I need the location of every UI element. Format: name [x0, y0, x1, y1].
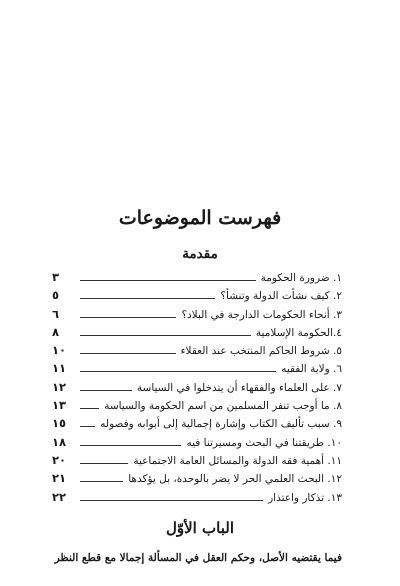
toc-entry-page-number: ٥: [52, 288, 60, 303]
toc-entry-label: ٢. كيف نشأت الدولة وتنشأ؟: [220, 290, 342, 303]
chapter-subtitle: فيما يقتضيه الأصل، وحكم العقل في المسألة إجمالا مع قطع النظر: [54, 552, 342, 564]
toc-entry: [52, 270, 342, 288]
section-title: مقدمة: [182, 246, 218, 262]
toc-entry-label: ٨. ما أوجب تنفر المسلمين من اسم الحكومة والسياسة: [104, 400, 342, 413]
toc-entry-page-number: ٨: [52, 324, 60, 339]
toc-entry: [52, 380, 342, 398]
toc-entry: [52, 343, 342, 361]
toc-entry: [52, 288, 342, 306]
dotted-leader: [80, 500, 263, 501]
dotted-leader: [80, 481, 123, 482]
toc-entry-page-number: ١١: [52, 361, 67, 376]
toc-entry: [52, 361, 342, 379]
dotted-leader: [80, 335, 251, 336]
toc-entry-label: ١١. أهمية فقه الدولة والمسائل العامة الاجتماعية: [133, 454, 342, 467]
toc-entry: [52, 307, 342, 325]
dotted-leader: [80, 317, 176, 318]
toc-entry-label: ١٣. تذكار واعتذار: [268, 491, 342, 504]
dotted-leader: [80, 353, 176, 354]
dotted-leader: [80, 426, 95, 427]
dotted-leader: [80, 445, 181, 446]
toc-entry-page-number: ٢١: [52, 471, 67, 486]
toc-title: فهرست الموضوعات: [118, 207, 282, 229]
toc-entry: [52, 453, 342, 471]
toc-list: [52, 270, 342, 508]
toc-entry-label: ٣. أنحاء الحكومات الدارجة في البلاد؟: [181, 308, 342, 321]
chapter-title: الباب الأوّل: [165, 519, 235, 537]
toc-entry-label: ٧. على العلماء والفقهاء أن يتدخلوا في السياسة: [136, 381, 342, 394]
toc-entry-page-number: ١٢: [52, 379, 67, 394]
toc-entry: [52, 416, 342, 434]
toc-entry-page-number: ١٥: [52, 416, 67, 431]
toc-entry: [52, 471, 342, 489]
dotted-leader: [80, 390, 132, 391]
dotted-leader: [80, 463, 128, 464]
toc-entry: [52, 435, 342, 453]
dotted-leader: [80, 371, 276, 372]
toc-entry: [52, 398, 342, 416]
toc-entry-label: ١٠. طريقتنا في البحث ومسيرتنا فيه: [186, 436, 342, 449]
toc-entry-page-number: ١٨: [52, 434, 67, 449]
toc-entry: [52, 325, 342, 343]
toc-entry-label: ١٢. البحث العلمي الحر لا يضر بالوحدة، بل يؤكدها: [128, 473, 342, 486]
toc-entry-page-number: ١٣: [52, 398, 67, 413]
toc-entry-label: ٦. ولاية الفقيه: [281, 363, 342, 376]
dotted-leader: [80, 280, 256, 281]
toc-entry: [52, 490, 342, 508]
toc-entry-page-number: ٢٠: [52, 452, 67, 467]
dotted-leader: [80, 298, 215, 299]
toc-entry-page-number: ٢٢: [52, 489, 67, 504]
toc-entry-page-number: ١٠: [52, 343, 67, 358]
toc-entry-label: ٤.الحكومة الإسلامية: [255, 326, 342, 339]
toc-entry-label: ١. ضرورة الحكومة: [260, 272, 342, 284]
toc-entry-page-number: ٣: [52, 270, 60, 284]
toc-entry-label: ٩. سبب تأليف الكتاب وإشارة إجمالية إلى أبوابه وفصوله: [100, 418, 342, 431]
toc-entry-label: ٥. شروط الحاكم المنتخب عند العقلاء: [180, 345, 342, 358]
dotted-leader: [80, 408, 99, 409]
toc-entry-page-number: ٦: [52, 306, 60, 321]
